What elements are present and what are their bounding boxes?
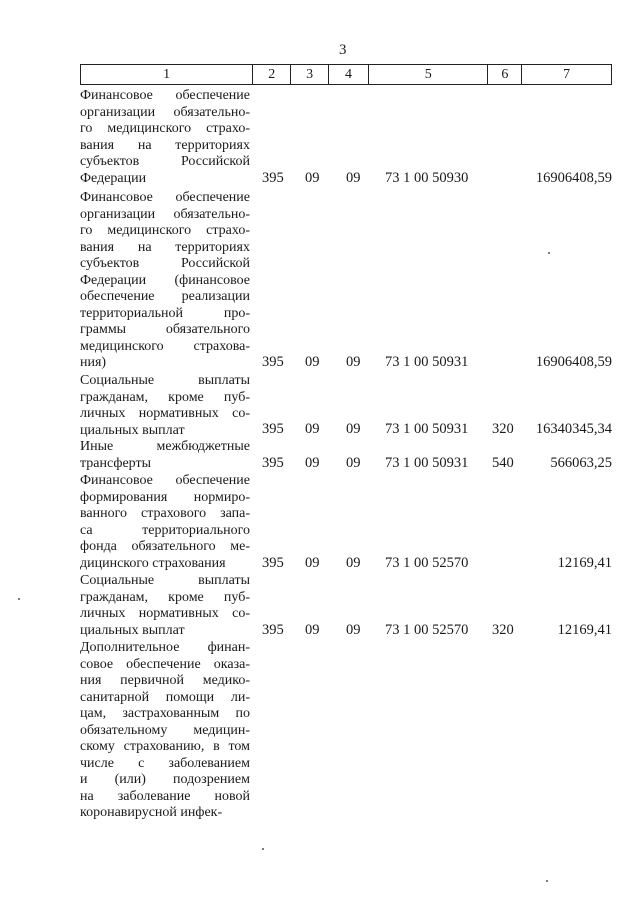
row-name-line: ванного страхового запа- — [80, 506, 250, 521]
row-name-line: территориальной про- — [80, 305, 250, 321]
row-name-line: обязательному медицин- — [80, 722, 250, 738]
cell-c7: 16340345,34 — [535, 421, 612, 437]
table-row — [80, 573, 620, 639]
row-name-line: Финансовое обеспечение — [80, 473, 250, 488]
header-col-7: 7 — [521, 65, 611, 84]
cell-c2: 395 — [262, 455, 284, 471]
row-name-line: и (или) подозрением — [80, 772, 250, 787]
cell-c5: 73 1 00 50931 — [385, 354, 469, 370]
table-row — [80, 473, 620, 572]
scan-speck — [546, 880, 548, 882]
scan-speck — [548, 252, 550, 254]
header-col-3: 3 — [290, 65, 328, 84]
row-name-line: Федерации — [80, 170, 147, 186]
cell-c5: 73 1 00 52570 — [385, 555, 469, 571]
cell-c5: 73 1 00 50931 — [385, 421, 469, 437]
row-name-line: обеспечение реализации — [80, 289, 250, 304]
scan-speck — [262, 848, 264, 850]
cell-c5: 73 1 00 52570 — [385, 622, 469, 638]
cell-c4: 09 — [346, 421, 361, 437]
row-name-line: Иные межбюджетные — [80, 439, 250, 454]
cell-c7: 12169,41 — [557, 622, 612, 638]
header-col-4: 4 — [328, 65, 368, 84]
cell-c2: 395 — [262, 354, 284, 370]
cell-c2: 395 — [262, 622, 284, 638]
row-name-line: Финансовое обеспечение — [80, 88, 250, 103]
cell-c7: 16906408,59 — [535, 170, 612, 186]
row-name-line: циальных выплат — [80, 422, 185, 438]
cell-c2: 395 — [262, 555, 284, 571]
row-name-line: гражданам, кроме пуб- — [80, 589, 250, 605]
cell-c4: 09 — [346, 555, 361, 571]
row-name-line: вания на территориях — [80, 239, 250, 255]
cell-c6: 540 — [492, 455, 514, 471]
header-col-2: 2 — [252, 65, 290, 84]
row-name — [80, 439, 250, 472]
cell-c5: 73 1 00 50930 — [385, 170, 469, 186]
row-name-line: субъектов Российской — [80, 154, 250, 169]
table-row — [80, 439, 620, 472]
row-name-line: циальных выплат — [80, 622, 185, 638]
row-name — [80, 190, 250, 372]
cell-c3: 09 — [305, 622, 320, 638]
row-name-line: са территориального — [80, 522, 250, 538]
row-name-line: го медицинского страхо- — [80, 121, 250, 136]
header-col-6: 6 — [487, 65, 521, 84]
row-name-line: дицинского страхования — [80, 555, 226, 571]
cell-c7: 12169,41 — [557, 555, 612, 571]
row-name-line: трансферты — [80, 455, 152, 471]
row-name-line: гражданам, кроме пуб- — [80, 389, 250, 405]
table-row — [80, 373, 620, 438]
row-name-line: личных нормативных со- — [80, 606, 250, 621]
row-name-line: Социальные выплаты — [80, 573, 250, 588]
row-name-line: на заболевание новой — [80, 788, 250, 804]
row-name — [80, 473, 250, 572]
cell-c7: 16906408,59 — [535, 354, 612, 370]
row-name-line: Финансовое обеспечение — [80, 190, 250, 205]
row-name-line: граммы обязательного — [80, 322, 250, 337]
row-name-line: коронавирусной инфек- — [80, 805, 223, 820]
row-name-line: санитарной помощи ли- — [80, 689, 250, 705]
header-col-1: 1 — [163, 66, 171, 82]
header-col-5: 5 — [368, 65, 488, 84]
table-row — [80, 190, 620, 371]
cell-c4: 09 — [346, 622, 361, 638]
cell-c2: 395 — [262, 421, 284, 437]
table-row — [80, 640, 620, 822]
row-name-line: формирования нормиро- — [80, 489, 250, 505]
row-name-line: медицинского страхова- — [80, 338, 250, 354]
row-name-line: числе с заболеванием — [80, 755, 250, 771]
row-name-line: совое обеспечение оказа- — [80, 656, 250, 672]
row-name-line: личных нормативных со- — [80, 406, 250, 421]
row-name-line: Федерации (финансовое — [80, 272, 250, 288]
row-name-line: фонда обязательного ме- — [80, 539, 250, 554]
cell-c2: 395 — [262, 170, 284, 186]
row-name-line: организации обязательно- — [80, 104, 250, 120]
table-header — [80, 64, 612, 85]
scan-speck — [18, 598, 20, 600]
row-name — [80, 573, 250, 639]
row-name-line: ния первичной медико- — [80, 673, 250, 688]
row-name-line: организации обязательно- — [80, 206, 250, 222]
row-name-line: ния) — [80, 355, 107, 370]
row-name-line: го медицинского страхо- — [80, 223, 250, 238]
cell-c6: 320 — [492, 622, 514, 638]
cell-c3: 09 — [305, 354, 320, 370]
row-name-line: скому страхованию, в том — [80, 739, 250, 754]
row-name-line: вания на территориях — [80, 137, 250, 153]
cell-c3: 09 — [305, 421, 320, 437]
row-name-line: цам, застрахованным по — [80, 706, 250, 721]
cell-c7: 566063,25 — [550, 455, 612, 471]
row-name — [80, 373, 250, 439]
cell-c5: 73 1 00 50931 — [385, 455, 469, 471]
cell-c6: 320 — [492, 421, 514, 437]
row-name — [80, 640, 250, 822]
row-name — [80, 88, 250, 187]
page-number: 3 — [339, 42, 347, 58]
cell-c3: 09 — [305, 555, 320, 571]
cell-c4: 09 — [346, 455, 361, 471]
row-name-line: Социальные выплаты — [80, 373, 250, 388]
cell-c3: 09 — [305, 170, 320, 186]
table-row — [80, 88, 620, 187]
row-name-line: субъектов Российской — [80, 256, 250, 271]
cell-c3: 09 — [305, 455, 320, 471]
cell-c4: 09 — [346, 170, 361, 186]
row-name-line: Дополнительное финан- — [80, 640, 250, 655]
cell-c4: 09 — [346, 354, 361, 370]
